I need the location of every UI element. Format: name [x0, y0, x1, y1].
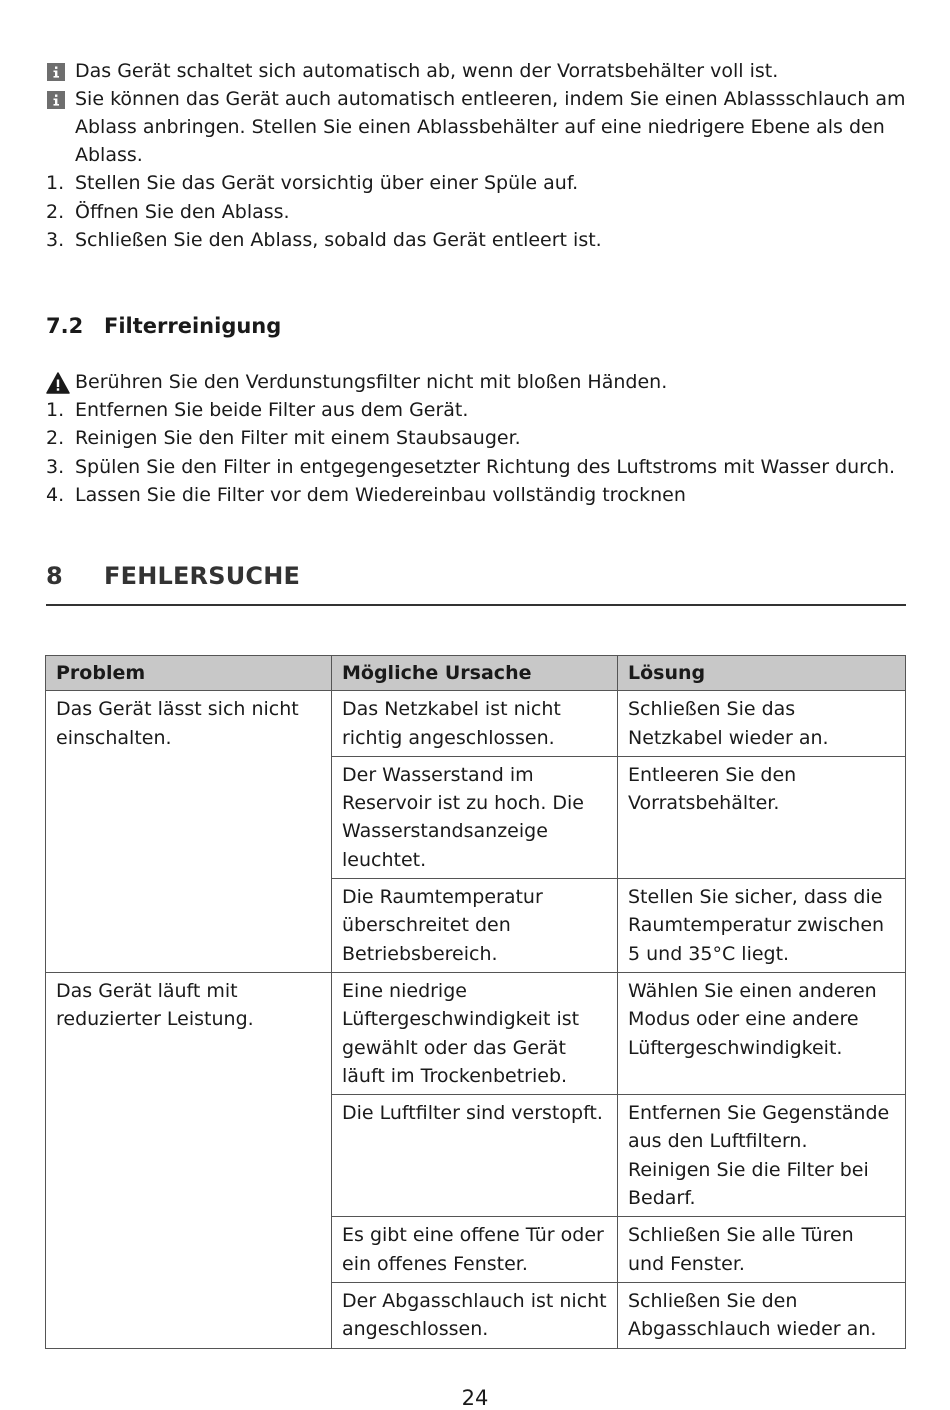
list-number: 3. [46, 456, 65, 478]
table-header-row [46, 656, 906, 691]
list-text: Stellen Sie das Gerät vorsichtig über einer Spüle auf. [75, 172, 579, 194]
cause-cell: Es gibt eine offene Tür oder ein offenes Fenster. [332, 1217, 618, 1283]
info-icon [47, 63, 65, 81]
warning-text: Berühren Sie den Verdunstungsfilter nicht mit bloßen Händen. [75, 371, 668, 393]
list-number: 1. [46, 399, 65, 421]
solution-cell: Schließen Sie den Abgasschlauch wieder an. [618, 1282, 906, 1348]
list-text: Entfernen Sie beide Filter aus dem Gerät. [75, 399, 469, 421]
table-row [46, 691, 906, 757]
solution-cell: Schließen Sie das Netzkabel wieder an. [618, 691, 906, 757]
solution-cell: Schließen Sie alle Türen und Fenster. [618, 1217, 906, 1283]
cause-cell: Die Luftfilter sind verstopft. [332, 1095, 618, 1217]
header-solution: Lösung [618, 656, 906, 691]
list-text: Lassen Sie die Filter vor dem Wiedereinbau vollständig trocknen [75, 484, 686, 506]
header-problem: Problem [46, 656, 332, 691]
header-cause: Mögliche Ursache [332, 656, 618, 691]
list-text: Spülen Sie den Filter in entgegengesetzter Richtung des Luftstroms mit Wasser durch. [75, 456, 896, 478]
page-number: 24 [461, 1386, 489, 1410]
section-title: Filterreinigung [104, 314, 282, 338]
table-row [46, 972, 906, 1094]
list-text: Schließen Sie den Ablass, sobald das Gerät entleert ist. [75, 229, 602, 251]
info-note-text: Das Gerät schaltet sich automatisch ab, wenn der Vorratsbehälter voll ist. [75, 60, 779, 82]
info-icon [47, 91, 65, 109]
solution-cell: Entleeren Sie den Vorratsbehälter. [618, 756, 906, 878]
solution-cell: Stellen Sie sicher, dass die Raumtemperatur zwischen 5 und 35°C liegt. [618, 879, 906, 973]
cause-cell: Das Netzkabel ist nicht richtig angeschlossen. [332, 691, 618, 757]
problem-cell: Das Gerät läuft mit reduzierter Leistung. [46, 972, 332, 1348]
list-number: 4. [46, 484, 65, 506]
list-number: 1. [46, 172, 65, 194]
problem-cell: Das Gerät lässt sich nicht einschalten. [46, 691, 332, 973]
solution-cell: Wählen Sie einen anderen Modus oder eine andere Lüftergeschwindigkeit. [618, 972, 906, 1094]
list-number: 2. [46, 427, 65, 449]
chapter-title: FEHLERSUCHE [104, 562, 301, 590]
list-text: Öffnen Sie den Ablass. [75, 201, 290, 223]
info-note-text: Sie können das Gerät auch automatisch entleeren, indem Sie einen Ablassschlauch am [75, 88, 906, 110]
solution-cell: Entfernen Sie Gegenstände aus den Luftfiltern. Reinigen Sie die Filter bei Bedarf. [618, 1095, 906, 1217]
troubleshooting-table [45, 655, 906, 1349]
info-note-text: Ablass. [75, 144, 143, 166]
cause-cell: Der Abgasschlauch ist nicht angeschlossen. [332, 1282, 618, 1348]
info-note-text: Ablass anbringen. Stellen Sie einen Ablassbehälter auf eine niedrigere Ebene als den [75, 116, 885, 138]
cause-cell: Eine niedrige Lüftergeschwindigkeit ist gewählt oder das Gerät läuft im Trockenbetrieb. [332, 972, 618, 1094]
chapter-number: 8 [46, 562, 63, 590]
cause-cell: Die Raumtemperatur überschreitet den Betriebsbereich. [332, 879, 618, 973]
section-number: 7.2 [46, 314, 84, 338]
cause-cell: Der Wasserstand im Reservoir ist zu hoch. Die Wasserstandsanzeige leuchtet. [332, 756, 618, 878]
list-number: 3. [46, 229, 65, 251]
list-number: 2. [46, 201, 65, 223]
list-text: Reinigen Sie den Filter mit einem Staubsauger. [75, 427, 521, 449]
chapter-heading-8 [46, 562, 906, 606]
